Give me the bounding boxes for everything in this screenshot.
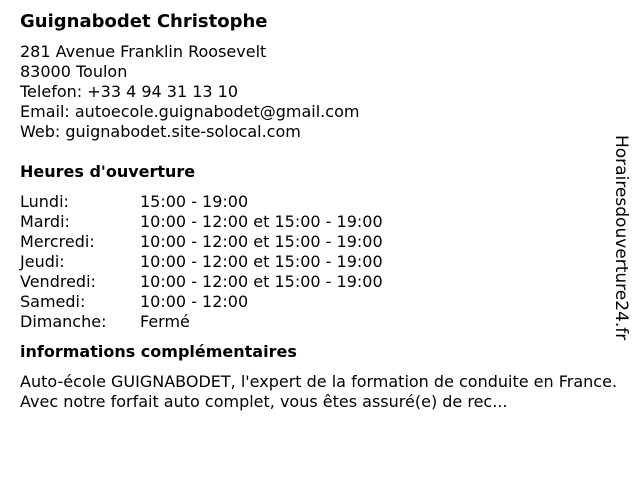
time-value: 10:00 - 12:00 et 15:00 - 19:00 xyxy=(140,252,383,271)
time-value: 10:00 - 12:00 et 15:00 - 19:00 xyxy=(140,212,383,231)
day-label: Dimanche: xyxy=(20,312,107,331)
time-value: 15:00 - 19:00 xyxy=(140,192,249,211)
hours-row-friday xyxy=(20,272,620,292)
hours-row-saturday xyxy=(20,292,620,312)
time-value: Fermé xyxy=(140,312,190,331)
opening-hours-title: Heures d'ouverture xyxy=(20,162,196,181)
day-label: Mercredi: xyxy=(20,232,95,251)
hours-row-monday xyxy=(20,192,620,212)
day-label: Jeudi: xyxy=(20,252,65,271)
hours-row-thursday xyxy=(20,252,620,272)
additional-info-text: Auto-école GUIGNABODET, l'expert de la formation de conduite en France. Avec notre forfait auto complet, vous êtes assuré(e) de rec... xyxy=(20,372,618,411)
hours-row-tuesday xyxy=(20,212,620,232)
time-value: 10:00 - 12:00 et 15:00 - 19:00 xyxy=(140,232,383,251)
day-label: Mardi: xyxy=(20,212,70,231)
opening-hours-list xyxy=(20,192,620,332)
hours-row-sunday xyxy=(20,312,620,332)
phone-line: Telefon: +33 4 94 31 13 10 xyxy=(20,82,239,101)
day-label: Vendredi: xyxy=(20,272,96,291)
additional-info-title: informations complémentaires xyxy=(20,342,297,361)
hours-row-wednesday xyxy=(20,232,620,252)
time-value: 10:00 - 12:00 et 15:00 - 19:00 xyxy=(140,272,383,291)
business-name: Guignabodet Christophe xyxy=(20,11,268,32)
business-details xyxy=(20,10,620,412)
day-label: Samedi: xyxy=(20,292,86,311)
site-watermark: Horairesdouverture24.fr xyxy=(611,135,631,341)
web-line: Web: guignabodet.site-solocal.com xyxy=(20,122,301,141)
day-label: Lundi: xyxy=(20,192,69,211)
address-city: 83000 Toulon xyxy=(20,62,128,81)
address-street: 281 Avenue Franklin Roosevelt xyxy=(20,42,267,61)
email-line: Email: autoecole.guignabodet@gmail.com xyxy=(20,102,360,121)
time-value: 10:00 - 12:00 xyxy=(140,292,249,311)
